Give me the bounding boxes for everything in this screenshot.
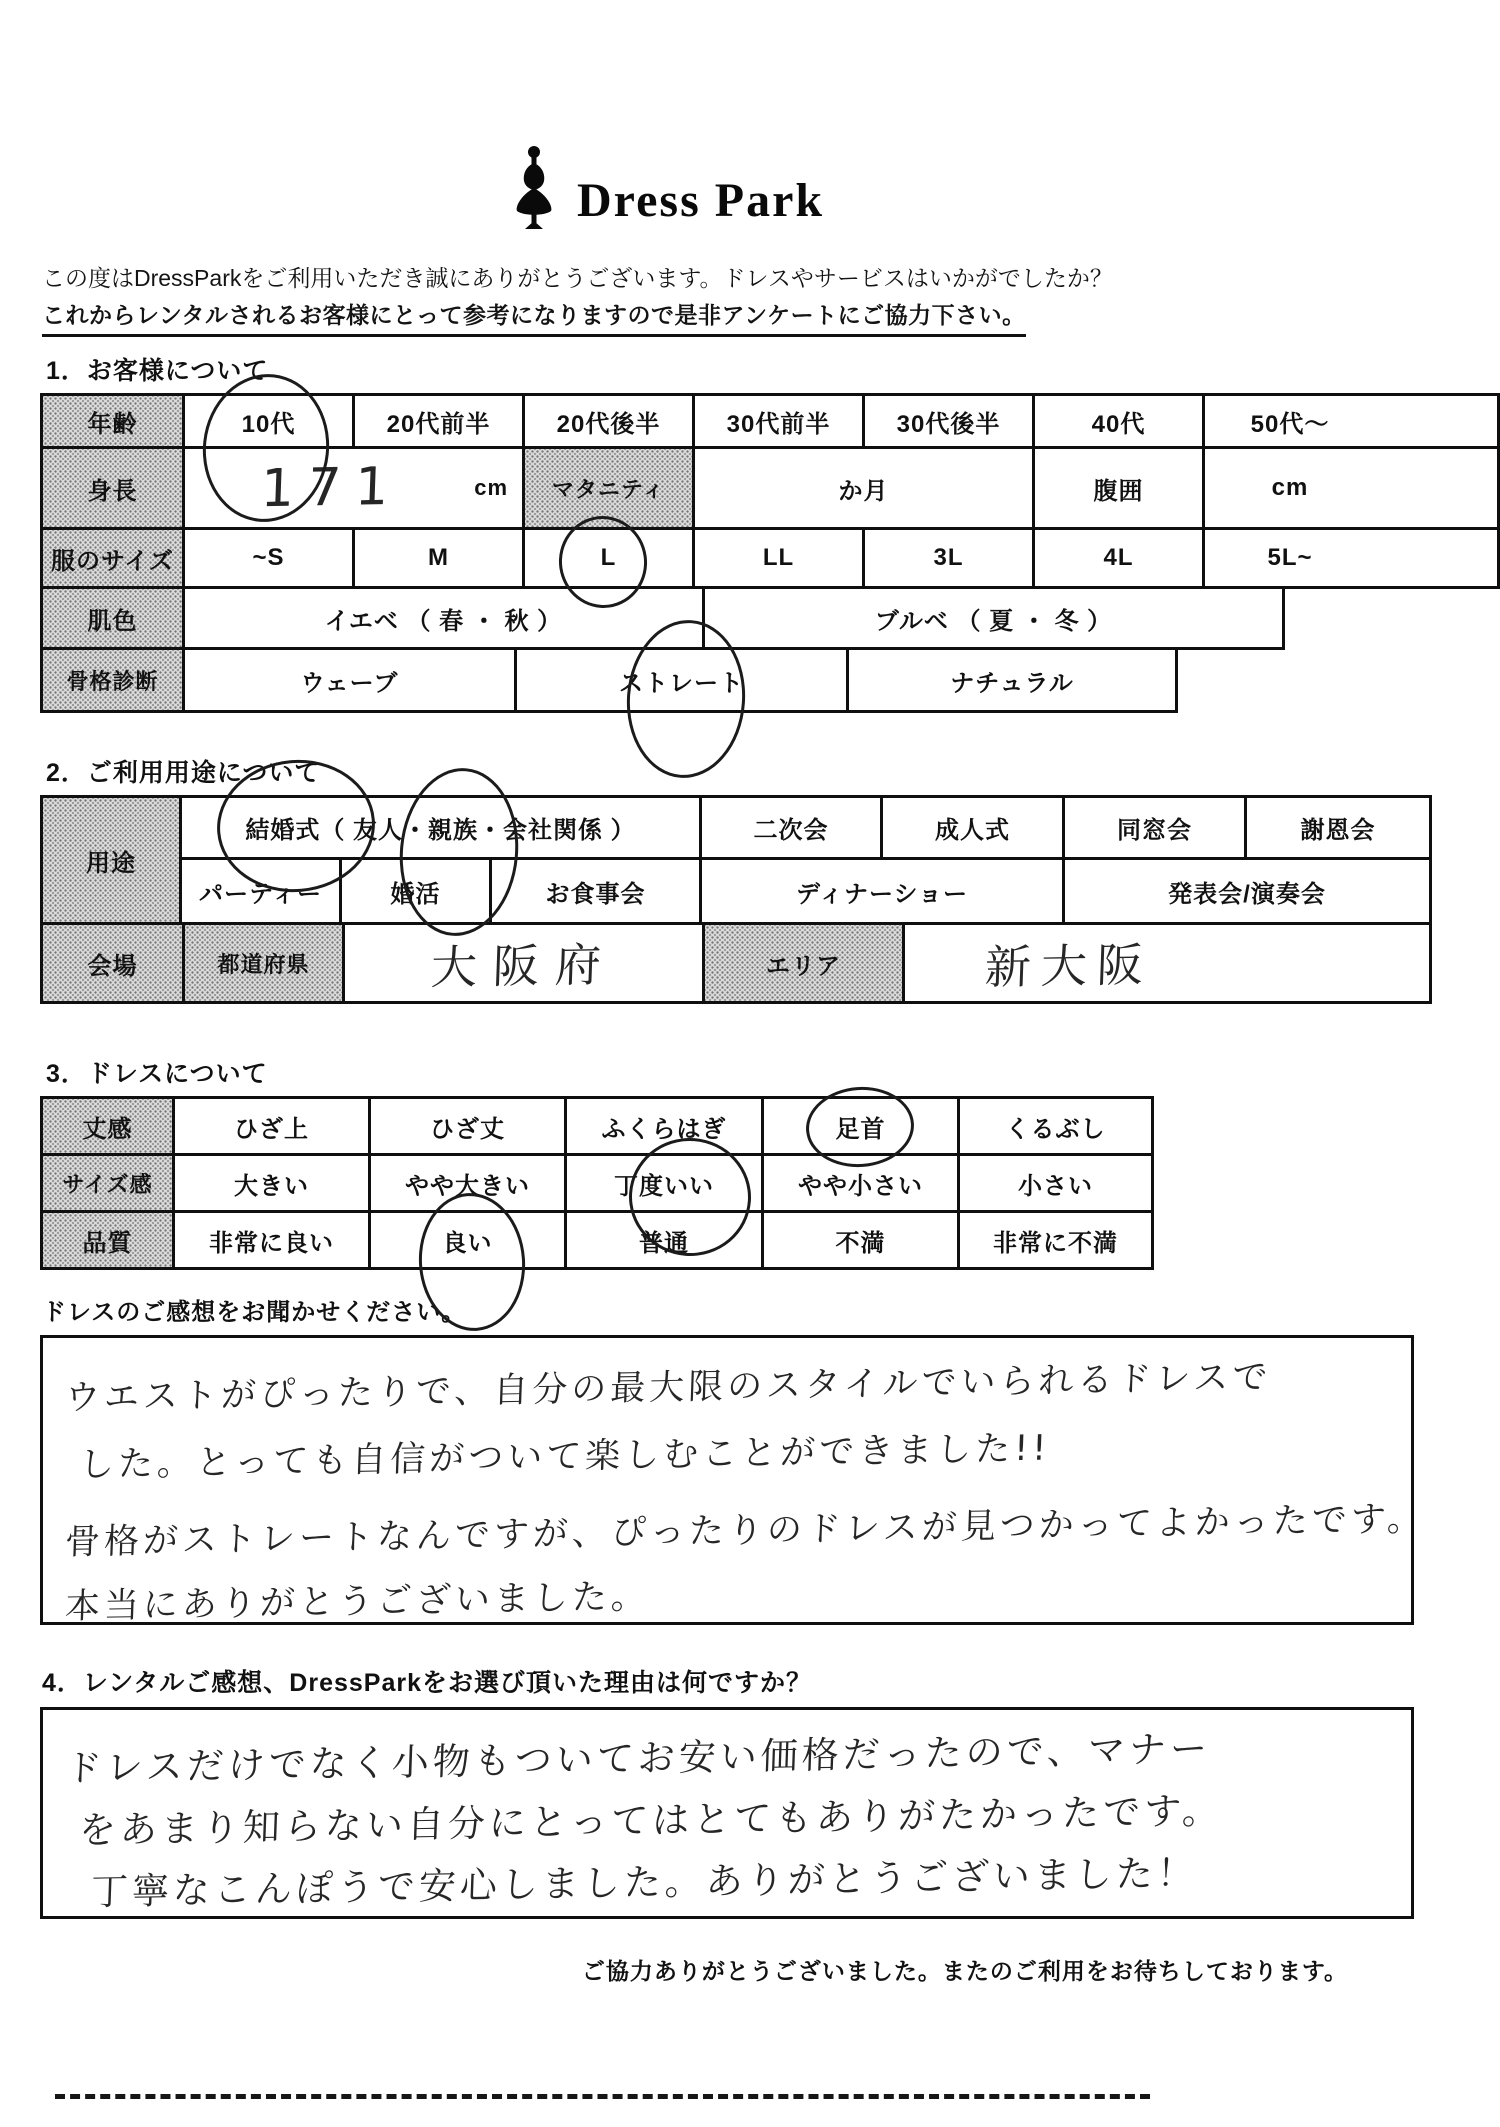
age-option: 20代後半 (525, 396, 695, 446)
quality-option: 普通 (567, 1213, 764, 1267)
purpose-option: 二次会 (702, 798, 883, 857)
purpose-row-1 (182, 798, 1429, 860)
quality-row (40, 1210, 1154, 1270)
length-row-label: 丈感 (43, 1099, 175, 1153)
area-value-cell (905, 925, 1429, 1001)
size-option: 3L (865, 530, 1035, 586)
size-row-label: 服のサイズ (43, 530, 185, 586)
closing-message: ご協力ありがとうございました。またのご利用をお待ちしております。 (581, 1958, 1348, 1984)
section-2-title: 2．ご利用用途について (46, 759, 321, 787)
height-row-label: 身長 (43, 449, 185, 527)
intro-line-2: これからレンタルされるお客様にとって参考になりますので是非アンケートにご協力下さい。 (42, 298, 1026, 337)
venue-row (40, 922, 1432, 1004)
size-option: LL (695, 530, 865, 586)
waist-label-cell: 腹囲 (1035, 449, 1205, 527)
age-option: 20代前半 (355, 396, 525, 446)
length-option: くるぶし (1005, 1115, 1106, 1143)
fit-option: 小さい (1018, 1172, 1093, 1200)
venue-label: 会場 (43, 925, 185, 1001)
fit-option: 大きい (175, 1156, 371, 1210)
age-option-10s: 10代 (185, 396, 355, 446)
section-1-title: 1．お客様について (46, 357, 269, 385)
purpose-option: パーティー (182, 860, 342, 922)
age-option: 40代 (1035, 396, 1205, 446)
maternity-label: マタニティ (525, 449, 695, 527)
intro (42, 261, 1500, 337)
prefecture-handwritten-value: 大阪府 (429, 937, 618, 995)
height-unit: cm (474, 475, 508, 500)
skin-option-bulbe: ブルベ （ 夏 ・ 冬 ） (874, 607, 1113, 635)
length-option: ひざ丈 (371, 1099, 567, 1153)
height-value-cell (185, 449, 525, 527)
purpose-table (40, 795, 1432, 925)
fit-option: やや大きい (371, 1156, 567, 1210)
quality-row-label: 品質 (43, 1213, 175, 1267)
prefecture-value-cell (345, 925, 705, 1001)
frame-option-wave: ウェーブ (185, 650, 517, 710)
age-option: 30代後半 (865, 396, 1035, 446)
feedback-box (40, 1335, 1427, 1628)
fit-row (40, 1153, 1154, 1213)
quality-option: 非常に不満 (993, 1229, 1118, 1257)
waist-unit-cell: cm (1271, 474, 1309, 501)
feedback-prompt: ドレスのご感想をお聞かせください。 (42, 1299, 467, 1326)
purpose-option: お食事会 (492, 860, 702, 922)
intro-line-1: この度はDressParkをご利用いただき誠にありがとうございます。ドレスやサービスはいかがでしたか？ (42, 265, 1113, 291)
size-option: M (355, 530, 525, 586)
purpose-label: 用途 (43, 798, 182, 922)
feedback-line: した。とっても自信がついて楽しむことができました!! (78, 1428, 1051, 1486)
reason-line: をあまり知らない自分にとってはとてもありがたかったです。 (78, 1789, 1224, 1853)
logo (505, 145, 1500, 231)
area-handwritten-value: 新大阪 (983, 937, 1154, 995)
length-option: ふくらはぎ (567, 1099, 764, 1153)
area-label: エリア (705, 925, 905, 1001)
skin-row (40, 586, 1285, 650)
age-row (40, 393, 1500, 449)
purpose-option: 婚活 (342, 860, 492, 922)
reason-line: 丁寧なこんぽうで安心しました。ありがとうございました！ (90, 1851, 1199, 1914)
skin-option-yebe: イエベ （ 春 ・ 秋 ） (185, 589, 705, 647)
purpose-option: 成人式 (883, 798, 1065, 857)
quality-option: 非常に良い (175, 1213, 371, 1267)
size-option-l: L (525, 530, 695, 586)
age-row-label: 年齢 (43, 396, 185, 446)
age-option: 50代～ (1250, 410, 1330, 438)
purpose-option: ディナーショー (702, 860, 1065, 922)
logo-text: Dress Park (577, 174, 825, 227)
size-option: 5L~ (1267, 544, 1313, 571)
length-option: ひざ上 (175, 1099, 371, 1153)
length-row (40, 1096, 1154, 1156)
fit-option-just-right: 丁度いい (567, 1156, 764, 1210)
quality-option: 不満 (764, 1213, 960, 1267)
dress-mannequin-icon (505, 145, 563, 231)
reason-line: ドレスだけでなく小物もついてお安い価格だったので、マナー (64, 1726, 1212, 1791)
fit-option: やや小さい (764, 1156, 960, 1210)
quality-option-good: 良い (371, 1213, 567, 1267)
purpose-option: 同窓会 (1065, 798, 1247, 857)
section-4-title: 4．レンタルご感想、DressParkをお選び頂いた理由は何ですか？ (42, 1669, 812, 1697)
length-option-ankle: 足首 (764, 1099, 960, 1153)
size-option: ~S (185, 530, 355, 586)
size-row (40, 527, 1500, 589)
feedback-line: 骨格がストレートなんですが、ぴったりのドレスが見つかってよかったです。 (64, 1499, 1427, 1563)
height-handwritten-value: 171 (259, 456, 404, 520)
purpose-option: 発表会/演奏会 (1168, 880, 1326, 908)
feedback-line: 本当にありがとうございました。 (64, 1576, 651, 1628)
reason-box (40, 1707, 1414, 1919)
size-option: 4L (1035, 530, 1205, 586)
age-option: 30代前半 (695, 396, 865, 446)
skin-row-label: 肌色 (43, 589, 185, 647)
feedback-line: ウエストがぴったりで、自分の最大限のスタイルでいられるドレスで (64, 1357, 1273, 1419)
frame-option-straight: ストレート (517, 650, 849, 710)
height-row (40, 446, 1500, 530)
scan-artifact-line (55, 2094, 1150, 2099)
fit-row-label: サイズ感 (43, 1156, 175, 1210)
purpose-option: 謝恩会 (1300, 817, 1376, 844)
maternity-months-cell: か月 (695, 449, 1035, 527)
section-3-title: 3．ドレスについて (46, 1060, 268, 1088)
frame-option-natural: ナチュラル (950, 669, 1074, 697)
purpose-row-2 (182, 860, 1429, 922)
prefecture-label: 都道府県 (185, 925, 345, 1001)
frame-row-label: 骨格診断 (43, 650, 185, 710)
frame-row (40, 647, 1178, 713)
purpose-option-wedding: 結婚式 （ 友人・ 親族 ・会社関係 ） (182, 798, 702, 857)
